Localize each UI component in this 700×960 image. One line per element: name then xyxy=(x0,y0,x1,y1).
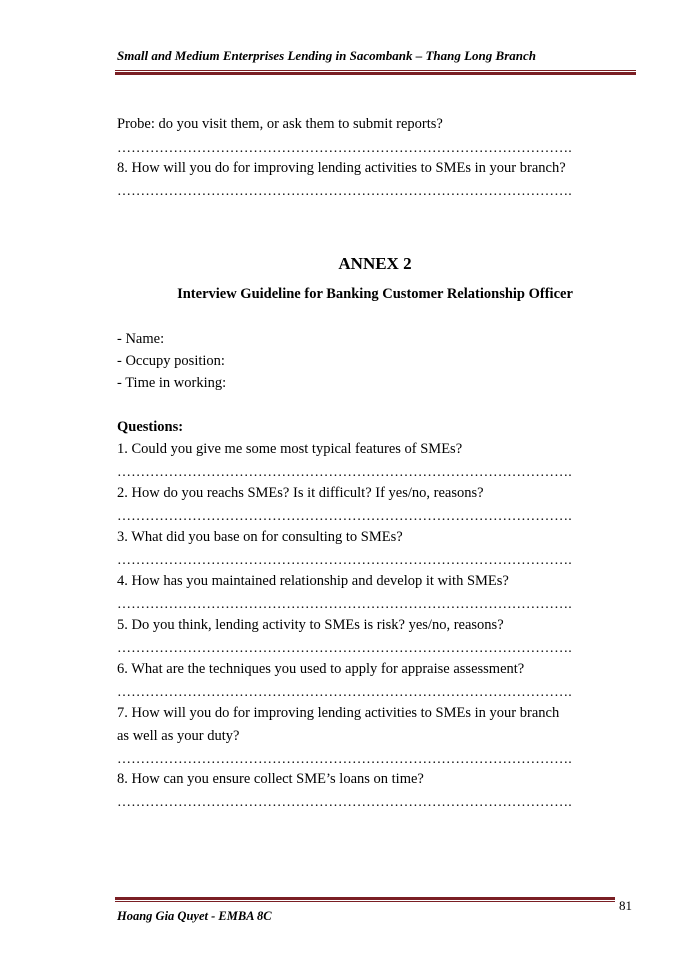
annex-subtitle: Interview Guideline for Banking Customer Relationship Officer xyxy=(177,286,573,302)
field-time-working: - Time in working: xyxy=(117,375,227,391)
question-4: 4. How has you maintained relationship and develop it with SMEs? xyxy=(117,573,509,589)
answer-line: ……………………………………………………………………………………. xyxy=(117,642,572,656)
header-rule xyxy=(115,70,636,75)
question-8-previous: 8. How will you do for improving lending activities to SMEs in your branch? xyxy=(117,160,566,176)
answer-line: ……………………………………………………………………………………. xyxy=(117,753,572,767)
question-7: 7. How will you do for improving lending activities to SMEs in your branch xyxy=(117,705,560,721)
page-number: 81 xyxy=(619,898,632,913)
answer-line: ……………………………………………………………………………………. xyxy=(117,185,572,199)
probe-line: Probe: do you visit them, or ask them to submit reports? xyxy=(117,116,443,132)
footer-rule xyxy=(115,897,615,902)
header-title: Small and Medium Enterprises Lending in Sacombank – Thang Long Branch xyxy=(117,48,536,63)
question-3: 3. What did you base on for consulting to SMEs? xyxy=(117,529,403,545)
answer-line: ……………………………………………………………………………………. xyxy=(117,554,572,568)
answer-line: ……………………………………………………………………………………. xyxy=(117,142,572,156)
question-8: 8. How can you ensure collect SME’s loans on time? xyxy=(117,771,424,787)
question-6: 6. What are the techniques you used to apply for appraise assessment? xyxy=(117,661,525,677)
question-5: 5. Do you think, lending activity to SMEs is risk? yes/no, reasons? xyxy=(117,617,504,633)
question-2: 2. How do you reachs SMEs? Is it difficult? If yes/no, reasons? xyxy=(117,485,484,501)
question-1: 1. Could you give me some most typical features of SMEs? xyxy=(117,441,463,457)
answer-line: ……………………………………………………………………………………. xyxy=(117,686,572,700)
answer-line: ……………………………………………………………………………………. xyxy=(117,598,572,612)
annex-title: ANNEX 2 xyxy=(338,254,412,273)
question-7-continued: as well as your duty? xyxy=(117,728,240,744)
questions-label: Questions: xyxy=(117,419,184,435)
field-name: - Name: xyxy=(117,331,165,347)
answer-line: ……………………………………………………………………………………. xyxy=(117,466,572,480)
answer-line: ……………………………………………………………………………………. xyxy=(117,510,572,524)
field-position: - Occupy position: xyxy=(117,353,225,369)
answer-line: ……………………………………………………………………………………. xyxy=(117,796,572,810)
footer-author: Hoang Gia Quyet - EMBA 8C xyxy=(117,909,272,923)
